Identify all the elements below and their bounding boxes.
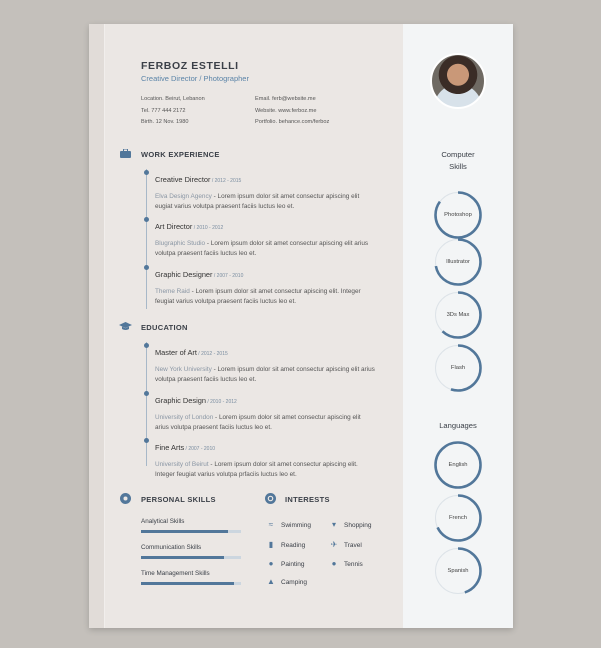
contact-info-right	[255, 94, 329, 129]
education-item	[155, 342, 375, 384]
job-description	[155, 192, 375, 211]
shopping-cart-icon: ▾	[331, 520, 336, 529]
school-name: New York University	[155, 366, 212, 373]
degree-date: / 2010 - 2012	[205, 399, 237, 405]
skill-bar-fill	[141, 582, 234, 585]
degree-date: / 2007 - 2010	[184, 446, 216, 452]
work-experience-heading: WORK EXPERIENCE	[141, 150, 220, 159]
job-description	[155, 239, 375, 258]
tennis-ball-icon: ●	[331, 559, 337, 568]
profile-photo	[430, 53, 486, 109]
skill-ring	[434, 344, 482, 392]
skill-label: Communication Skills	[141, 544, 202, 551]
job-desc-text: - Lorem ipsum dolor sit amet consectur apiscing elit arius volutpa praesent faciis luctus leo et.	[155, 240, 369, 257]
timeline-dot	[144, 343, 149, 348]
tent-icon: ▲	[267, 577, 275, 586]
resume-sheet	[89, 24, 513, 628]
work-item	[155, 169, 375, 211]
degree-title: Master of Art	[155, 348, 197, 357]
job-title: Creative Director	[155, 175, 211, 184]
computer-skills-heading	[403, 149, 513, 173]
computer-skills-heading-line1: Computer	[441, 150, 475, 159]
interests-heading: INTERESTS	[285, 495, 330, 504]
language-ring	[434, 494, 482, 542]
location-text: Location. Beirut, Lebanon	[141, 96, 205, 102]
skill-ring-label: Flash	[450, 365, 466, 371]
interest-item	[266, 577, 307, 586]
language-ring	[434, 547, 482, 595]
skill-label: Time Management Skills	[141, 570, 210, 577]
interest-label: Shopping	[344, 522, 372, 529]
work-item	[155, 264, 375, 306]
phone-text: Tel. 777 444 2172	[141, 107, 186, 114]
degree-description	[155, 460, 375, 479]
timeline-dot	[144, 265, 149, 270]
job-org: Theme Raid	[155, 288, 190, 295]
book-icon: ▮	[268, 540, 274, 549]
interest-item	[266, 559, 305, 568]
degree-date: / 2012 - 2015	[196, 351, 228, 357]
interest-label: Tennis	[344, 561, 363, 568]
skill-ring-label: Photoshop	[444, 212, 472, 218]
education-heading: EDUCATION	[141, 323, 188, 332]
job-desc-text: - Lorem ipsum dolor sit amet consectur apiscing elit. Integer feugiat varius volutpa praesent faciis luctus leo et.	[155, 288, 361, 305]
degree-title: Graphic Design	[155, 396, 206, 405]
swimming-icon: ≈	[268, 520, 274, 529]
interest-label: Camping	[281, 579, 308, 586]
school-name: University of Beirut	[155, 461, 209, 468]
timeline-dot	[144, 438, 149, 443]
birth-text: Birth. 12 Nov. 1980	[141, 119, 189, 125]
interest-label: Painting	[281, 561, 305, 568]
skill-ring	[434, 291, 482, 339]
skill-bar	[141, 556, 241, 559]
languages-heading: Languages	[439, 421, 477, 430]
job-title: Graphic Designer	[155, 270, 213, 279]
education-timeline-line	[146, 342, 147, 466]
computer-skills-heading-line2: Skills	[449, 162, 467, 171]
degree-desc-text: - Lorem ipsum dolor sit amet consectur apiscing elit arius volutpa praesent faciis luctus leo et.	[155, 414, 361, 431]
timeline-dot	[144, 217, 149, 222]
skill-ring	[434, 238, 482, 286]
language-ring-label: English	[448, 462, 468, 468]
degree-desc-text: - Lorem ipsum dolor sit amet consectur apiscing elit arius volutpa praesent faciis luctus leo et.	[155, 366, 375, 383]
degree-description	[155, 413, 375, 432]
degree-description	[155, 365, 375, 384]
skill-bar	[141, 582, 241, 585]
candidate-role: Creative Director / Photographer	[141, 74, 249, 83]
skill-bar-fill	[141, 556, 224, 559]
job-title: Art Director	[155, 222, 193, 231]
skill-ring	[434, 191, 482, 239]
job-date: / 2012 - 2015	[210, 178, 242, 184]
work-item	[155, 216, 375, 258]
degree-title: Fine Arts	[155, 443, 185, 452]
airplane-icon: ✈	[330, 540, 338, 549]
email-text: Email. ferb@website.me	[255, 96, 316, 102]
personal-skills-heading: PERSONAL SKILLS	[141, 495, 216, 504]
interest-item	[266, 540, 305, 549]
job-desc-text: - Lorem ipsum dolor sit amet consectur apiscing elit eugiat varius volutpa praesent faciis luctus leo et.	[155, 193, 360, 210]
portfolio-text: Portfolio. behance.com/ferboz	[255, 119, 330, 125]
skill-ring-label: 3Ds Max	[446, 312, 470, 318]
language-ring-label: French	[448, 515, 468, 521]
education-item	[155, 437, 375, 479]
work-timeline-line	[146, 169, 147, 309]
interest-item	[329, 559, 363, 568]
interest-item	[329, 520, 371, 529]
job-org: Elva Design Agency	[155, 193, 212, 200]
degree-desc-text: - Lorem ipsum dolor sit amet consectur apiscing elit. Integer feugiat varius volutpa prfaciis luctus leo et.	[155, 461, 358, 478]
interest-item	[266, 520, 311, 529]
palette-icon: ●	[268, 559, 274, 568]
briefcase-icon	[120, 149, 131, 158]
skill-label: Analytical Skills	[141, 518, 185, 525]
target-icon	[120, 493, 131, 504]
school-name: University of London	[155, 414, 214, 421]
job-org: Blugraphic Studio	[155, 240, 206, 247]
left-stripe	[89, 24, 104, 628]
website-text: Website. www.ferboz.me	[255, 107, 317, 114]
graduation-cap-icon	[119, 322, 132, 331]
job-date: / 2007 - 2010	[212, 273, 244, 279]
interest-label: Travel	[344, 542, 362, 549]
candidate-name: FERBOZ ESTELLI	[141, 60, 239, 72]
timeline-dot	[144, 391, 149, 396]
education-item	[155, 390, 375, 432]
job-date: / 2010 - 2012	[192, 225, 224, 231]
left-stripe-highlight	[104, 24, 105, 628]
skill-bar	[141, 530, 241, 533]
language-ring	[434, 441, 482, 489]
skill-bar-fill	[141, 530, 228, 533]
interest-label: Swimming	[281, 522, 311, 529]
language-ring-label: Spanish	[447, 568, 469, 574]
contact-info-left	[141, 94, 205, 129]
job-description	[155, 287, 375, 306]
interest-label: Reading	[281, 542, 306, 549]
interest-item	[329, 540, 362, 549]
interests-icon	[265, 493, 276, 504]
skill-ring-label: Illustrator	[446, 259, 470, 265]
timeline-dot	[144, 170, 149, 175]
